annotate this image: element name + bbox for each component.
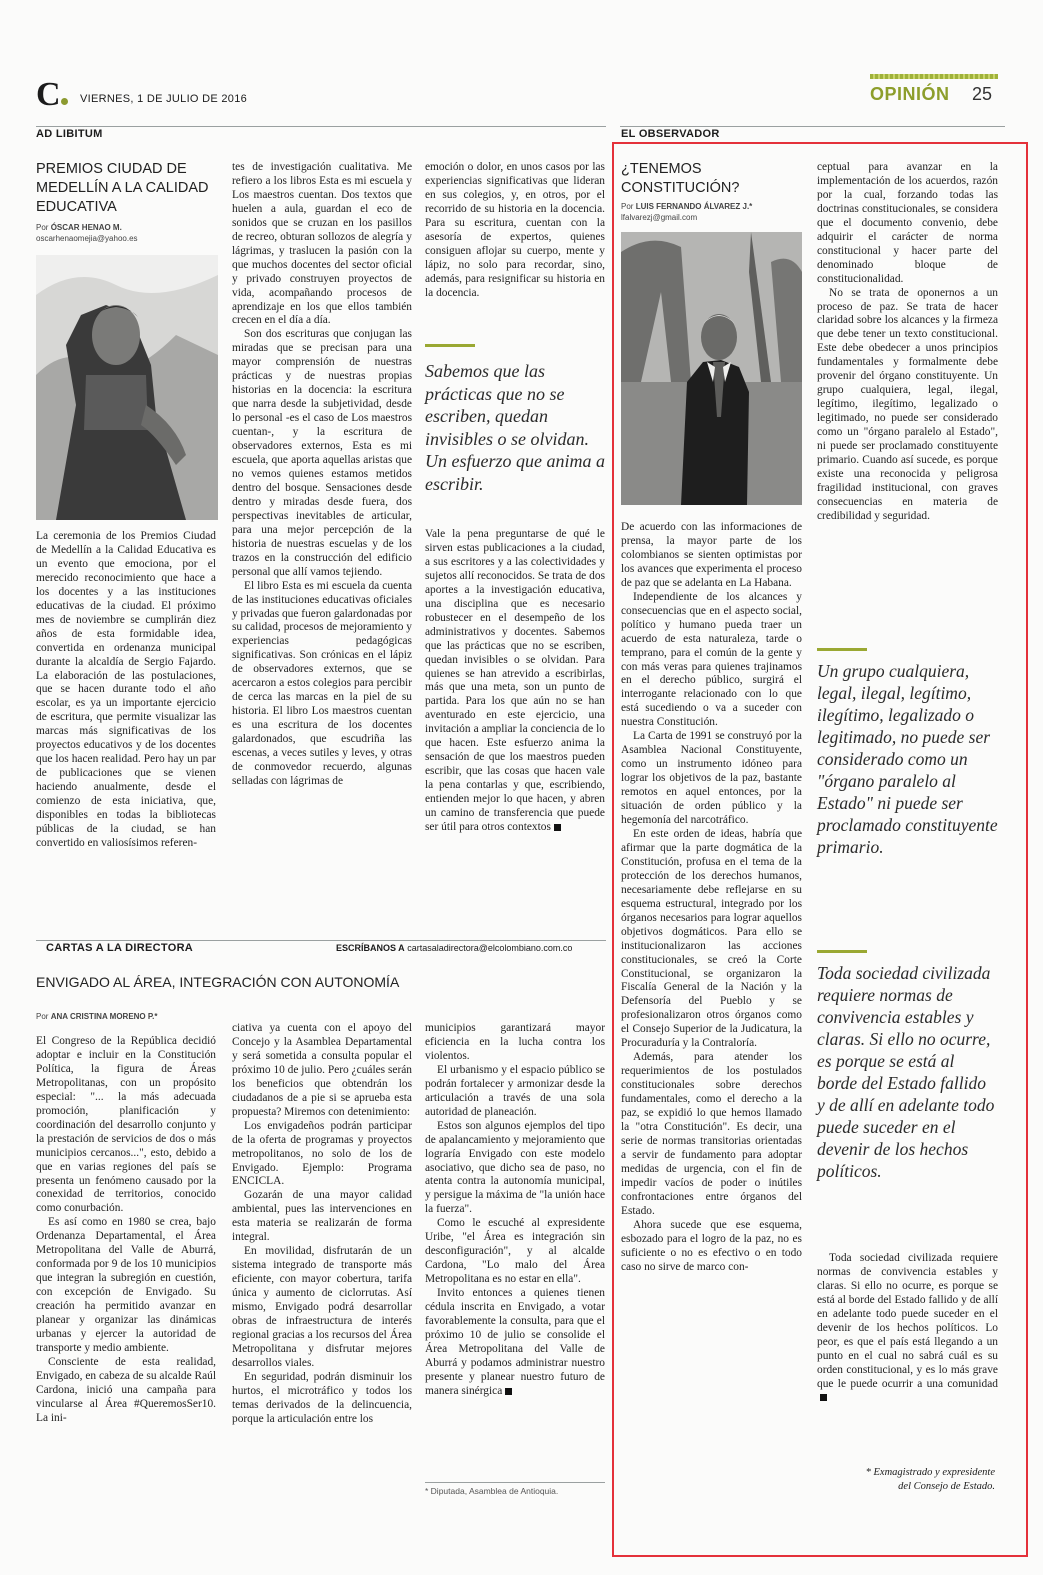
newspaper-logo: C xyxy=(36,76,68,114)
write-to-us: ESCRÍBANOS A cartasaladirectora@elcolombiano.com.co xyxy=(336,943,573,953)
article-byline: Por ÓSCAR HENAO M. oscarhenaomejia@yahoo.es xyxy=(36,223,138,243)
article-column-1: La ceremonia de los Premios Ciudad de Medellín a la Calidad Educativa es un evento que emociona, por el merecido reconocimiento que hace a los docentes y a las instituciones educativas de la ciudad. El próximo mes de noviembre se cumplirán diez años de esta formidable idea, convertida en ordenanza municipal durante la alcaldía de Sergio Fajardo. La elaboración de las postulaciones, que se hacen durante todo el año escolar, es ya un importante ejercicio de escritura, que permite visualizar las marcas más significativas de los proyectos educativos y de los docentes que los hacen realidad. Pero hay un par de publicaciones que se vienen haciendo anualmente, desde el comienzo de esta iniciativa, que, disponibles en todas la bibliotecas públicas de la ciudad, se han convertido en valiosísimos referen- xyxy=(36,530,216,849)
column-text-2-bottom: Toda sociedad civilizada requiere normas de convivencia estables y claras. Si ello no ocurre, es porque se está al borde del Estado fallido y de allí en adelante todo puede suceder en el devenir de los hechos políticos. Lo peor, es que el país está llegando a un punto en el cual no sabrá cuál es su orden constitucional, y es lo más grave que le puede ocurrir a una comunidad xyxy=(817,1252,998,1452)
letter-title: ENVIGADO AL ÁREA, INTEGRACIÓN CON AUTONOMÍA xyxy=(36,974,400,990)
article-column-3-bottom: Vale la pena preguntarse de qué le sirven estas publicaciones a la ciudad, a sus escritores y a las colectividades y sujetos allí reconocidos. Se trata de dos aportes a la investigación educativa, una disciplina que es necesario robustecer en el desempeño de los administrativos y docentes. Sabemos que las prácticas que no se escriben, quedan invisibles o se olvidan. Para quienes se han atrevido a escribirlas, más que una meta, son un punto de partida. Para los que aún no se han aventurado en este ejercicio, una invitación a ampliar la conciencia de lo que hacen. Este esfuerzo anima la sensación de que los maestros pueden escribir, que las cosas que hacen vale la pena contarlas y que, escribiendo, entienden mejor lo que hacen, y abren un camino de transferencia que puede ser útil para otros contextos xyxy=(425,528,605,834)
letter-footnote: * Diputada, Asamblea de Antioquia. xyxy=(425,1486,559,1496)
article-column-3-top: emoción o dolor, en unos casos por las experiencias significativas que lideran en sus colegios, y, en otros, por el recorrido de su historia en la docencia. Para su escritura, cuentan con la asesoría de expertos, quienes consiguen aflojar su cuerpo, mente y lápiz, no solo para recordar, sino, además, para resignificar su historia en la docencia. xyxy=(425,161,605,299)
article-title: PREMIOS CIUDAD DE MEDELLÍN A LA CALIDAD EDUCATIVA xyxy=(36,161,209,215)
pull-quote: Toda sociedad civilizada requiere normas de convivencia estables y claras. Si ello no ocurre, es porque se está al borde del Estado fallido y de allí en adelante todo puede suceder en el devenir de los hechos políticos. xyxy=(817,963,995,1181)
letters-email: cartasaladirectora@elcolombiano.com.co xyxy=(407,943,573,953)
section-label-observador: EL OBSERVADOR xyxy=(621,128,720,140)
section-color-strip xyxy=(870,74,998,79)
quote-accent-bar xyxy=(425,344,475,347)
author-photo xyxy=(621,232,802,505)
column-text-2-top: ceptual para avanzar en la implementación de los acuerdos, razón por la cual, forzando todas las doctrinas constitucionales, se considera que el documento convenio, debe adquirir el carácter de norma constitucional y hacer parte del denominado bloque de constitucionalidad. No se trata de oponernos a un proceso de paz. Se trata de hacer claridad sobre los alcances y la firmeza que debe tener un texto constitucional. Este debe obedecer a unos principios fundamentales y formalmente debe provenir del órgano constituyente. Un grupo cualquiera, legal, ilegal, legítimo, ilegítimo, legalizado o legitimado, no puede ser considerado como un "órgano paralelo al Estado", ni puede ser proclamado constituyente primario. Cuando así sucede, es porque existe una reconocida y peligrosa fragilidad institucional, con graves consecuencias en materia de credibilidad y seguridad. xyxy=(817,161,998,522)
author-email: oscarhenaomejia@yahoo.es xyxy=(36,234,138,243)
column-byline: Por LUIS FERNANDO ÁLVAREZ J.* lfalvarezj@gmail.com xyxy=(621,202,753,222)
pull-quote: Un grupo cualquiera, legal, ilegal, legítimo, ilegítimo, legalizado o legitimado, no puede ser considerado como un "órgano paralelo al Estado" ni puede ser proclamado constituyente primario. xyxy=(817,661,998,857)
column-text-1: De acuerdo con las informaciones de prensa, la mayor parte de los colombianos se sienten optimistas por los avances que experimenta el proceso de paz que se adelanta en La Habana. Independiente de los alcances y consecuencias que en el aspecto social, político y humano pueda traer un acuerdo de esta naturaleza, tarde o temprano, para el común de la gente y con más veras para quienes trajinamos en el derecho público, surgirá el interrogante relacionado con lo que está sucediendo o va a suceder con nuestra Constitución. La Carta de 1991 se construyó por la Asamblea Nacional Constituyente, como un instrumento idóneo para lograr los objetivos de la paz, bastante remotos en aquel entonces, por la situación de orden público y la hegemonía del narcotráfico. En este orden de ideas, habría que afirmar que la parte dogmática de la Constitución, profusa en el tema de la protección de los derechos humanos, necesariamente debe reflejarse en su esquema estructural, integrado por los órganos necesarios para lograr aquellos objetivos dogmáticos. Para ello se institucionalizaron las acciones constitucionales, se creó la Corte Constitucional, se organizaron la Fiscalía General de la Nación y la Defensoría del Pueblo y se profesionalizaron otros órganos como el Consejo Superior de la Judicatura, la Procuraduría y la Contraloría. Además, para atender los requerimientos de los postulados constitucionales sobre derechos fundamentales, como el derecho a la paz, se expidió lo que hemos llamado la "otra Constitución". Es decir, una serie de normas transitorias orientadas a servir de fundamento para adoptar medidas de urgencia, con el fin de impedir vacíos de poder o inútiles confrontaciones entre órganos del Estado. Ahora sucede que ese esquema, esbozado para el logro de la paz, no es suficiente o no es efectivo o en todo caso no sirve de marco con- xyxy=(621,521,802,1273)
column-title: ¿TENEMOS CONSTITUCIÓN? xyxy=(621,161,740,196)
letter-column-2: ciativa ya cuenta con el apoyo del Concejo y la Asamblea Departamental y será sometida a consulta popular el próximo 10 de julio. Pero ¿cuáles serán los beneficios que obtendrán los ciudadanos de a pie si se aprueba esta propuesta? Miremos con detenimiento: Los envigadeños podrán participar de la oferta de programas y proyectos metropolitanos, no solo de los de Envigado. Ejemplo: Programa ENCICLA. Gozarán de una mayor calidad ambiental, pues las intervenciones en esta materia se realizarán de forma integral. En movilidad, disfrutarán de un sistema integrado de transporte más eficiente, con mayor cobertura, tarifa única y aumento de ciclorrutas. Así mismo, Envigado podrá desarrollar obras de infraestructura de interés regional gracias a los recursos del Área Metropolitana y disfrutar mejores desarrollos viales. En seguridad, podrán disminuir los hurtos, el microtráfico y todos los temas derivados de la delincuencia, porque la articulación entre los xyxy=(232,1022,412,1425)
page-number: 25 xyxy=(972,84,993,104)
author-email: lfalvarezj@gmail.com xyxy=(621,213,698,222)
footnote-rule xyxy=(425,1482,605,1483)
end-mark-icon xyxy=(554,824,561,831)
letter-byline: Por ANA CRISTINA MORENO P.* xyxy=(36,1012,158,1021)
pull-quote: Sabemos que las prácticas que no se escriben, quedan invisibles o se olvidan. Un esfuerzo que anima a escribir. xyxy=(425,361,605,494)
section-rule xyxy=(620,126,1005,127)
article-column-2: tes de investigación cualitativa. Me refiero a los libros Esta es mi escuela y Los maestros cuentan. Dos textos que huelen a aula, guardan el eco de sonidos que se cruzan en los pasillos de recreo, obturan sollozos de alegría y lágrimas, y traslucen la pasión con la que muchos docentes del sector oficial y privado construyen proyectos de vida, acompañando procesos de aprendizaje en los que ellos también crecen en el día a día. Son dos escrituras que conjugan las miradas que se precisan para una mayor comprensión de nuestras prácticas y de nuestras propias historias en la docencia: la escritura que narra desde la subjetividad, desde lo personal -es el caso de Los maestros cuentan-, y la escritura de observadores externos, Esta es mi escuela, que aporta aquellas aristas que no vemos quienes estamos metidos dentro del bosque. Sensaciones desde dentro y miradas desde fuera, dos perspectivas inevitables de articular, para una mejor percepción de la historia de nuestras escuelas y de los trazos en la construcción del edificio personal que allí vamos tejiendo. El libro Esta es mi escuela da cuenta de las instituciones educativas oficiales y privadas que fueron galardonadas por su calidad, procesos de mejoramiento y experiencias pedagógicas significativas. Son crónicas en el lápiz de observadores externos, que se acercaron a estos colegios para percibir de cerca las marcas en la piel de su historia. El libro Los maestros cuentan es una escritura de los docentes galardonados, que escudriña las escenas, a veces sutiles y leves, y otras de conmovedor recuerdo, algunas selladas con lágrimas de xyxy=(232,161,412,787)
section-rule xyxy=(36,126,606,127)
author-photo xyxy=(36,255,218,520)
issue-date: VIERNES, 1 DE JULIO DE 2016 xyxy=(80,93,248,105)
end-mark-icon xyxy=(820,1394,827,1401)
quote-accent-bar xyxy=(817,950,867,953)
letter-column-3: municipios garantizará mayor eficiencia en la lucha contra los violentos. El urbanismo y el espacio público se podrán fortalecer y armonizar desde la articulación a través de una sola autoridad de planeación. Estos son algunos ejemplos del tipo de apalancamiento y mejoramiento que lograría Envigado con este modelo asociativo, que dicho sea de paso, no atenta contra la autonomía municipal, y persigue la máxima de "la unión hace la fuerza". Como le escuché al expresidente Uribe, "el Área es integración sin desconfiguración", y al alcalde Cardona, "Lo malo del Área Metropolitana es no estar en ella". Invito entonces a quienes tienen cédula inscrita en Envigado, a votar favorablemente la consulta, para que el próximo 10 de julio se consolide el Área Metropolitana del Valle de Aburrá y podamos administrar nuestro presente y planear nuestro futuro de manera sinérgica xyxy=(425,1022,605,1397)
section-rule xyxy=(36,940,606,941)
section-name: OPINIÓN xyxy=(870,84,950,104)
section-label-cartas: CARTAS A LA DIRECTORA xyxy=(46,942,194,954)
column-footnote: * Exmagistrado y expresidente del Consejo de Estado. xyxy=(865,1467,995,1492)
quote-accent-bar xyxy=(817,648,867,651)
end-mark-icon xyxy=(505,1388,512,1395)
letter-column-1: El Congreso de la República decidió adoptar e incluir en la Constitución Política, la figura de Áreas Metropolitanas, con un propósito especial: "... la más adecuada promoción, planificación y coordinación del desarrollo conjunto y la prestación de servicios de dos o más municipios cercanos...", esto, debido a que en varias regiones del país se presenta un fenómeno causado por la conexidad de territorios, conocido como conurbación. Es así como en 1980 se crea, bajo Ordenanza Departamental, el Área Metropolitana del Valle de Aburrá, conformada por 9 de los 10 municipios que integran la subregión en cuestión, con excepción de Envigado. Su creación ha permitido avanzar en planear y organizar las dinámicas urbanas y ejercer la autoridad de transporte y medio ambiente. Consciente de esta realidad, Envigado, en cabeza de su alcalde Raúl Cardona, inició una campaña para vincularse al Área #QueremosSer10. La ini- xyxy=(36,1035,216,1424)
section-label-ad-libitum: AD LIBITUM xyxy=(36,128,103,140)
